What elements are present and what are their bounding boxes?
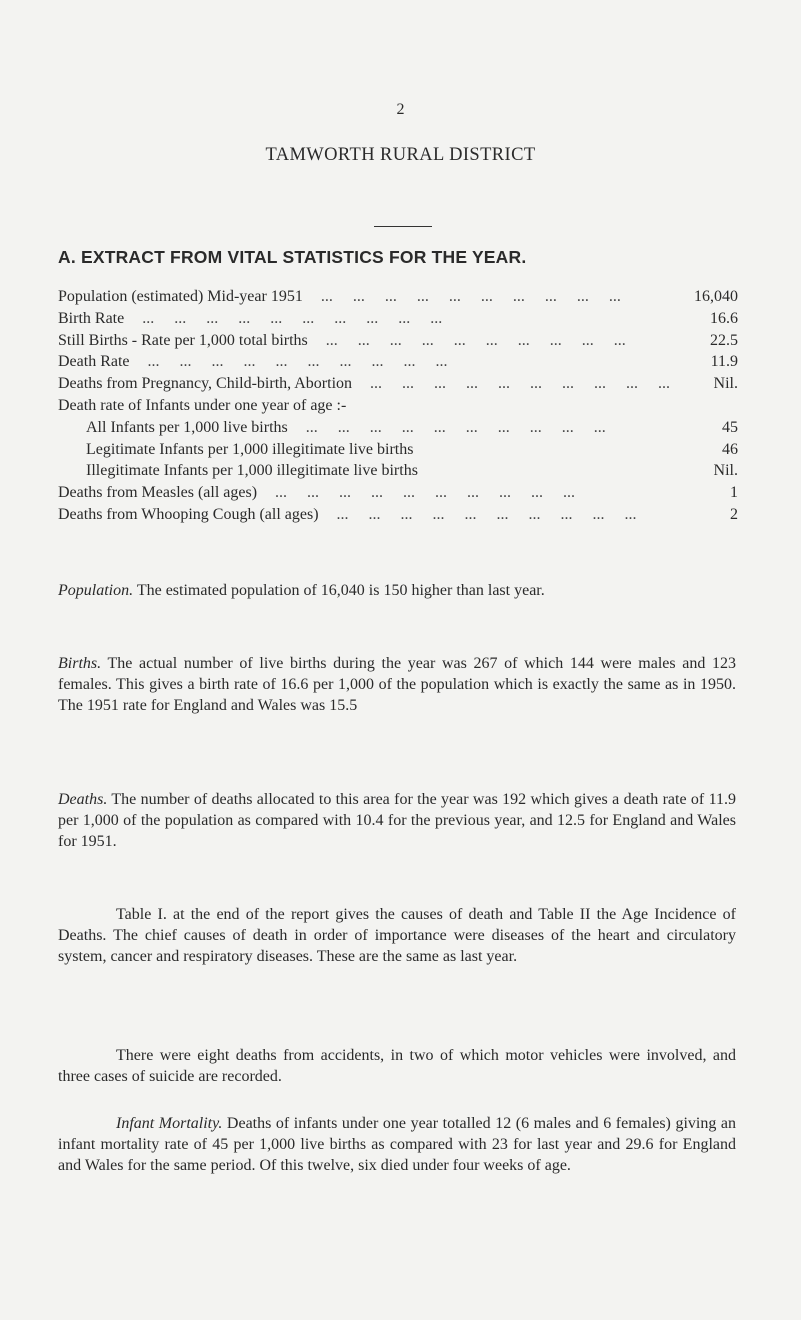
stat-label: Death rate of Infants under one year of age :- <box>58 396 347 414</box>
stat-label: Deaths from Pregnancy, Child-birth, Abortion <box>58 375 353 393</box>
leader-dots: ... ... ... ... ... ... ... ... ... ... <box>138 309 443 327</box>
paragraph-lead: Births. <box>58 655 102 672</box>
stat-row <box>58 308 738 330</box>
stat-label: Deaths from Whooping Cough (all ages) <box>58 505 319 523</box>
stat-value: 22.5 <box>710 331 738 349</box>
section-heading: A. EXTRACT FROM VITAL STATISTICS FOR THE YEAR. <box>58 247 527 267</box>
stat-row <box>58 460 738 482</box>
stat-value: 16.6 <box>710 309 738 327</box>
stat-label: Population (estimated) Mid-year 1951 <box>58 288 303 305</box>
stat-row <box>58 504 738 526</box>
leader-dots: ... ... ... ... ... ... ... ... ... ... <box>271 484 576 502</box>
title-rule <box>374 226 432 227</box>
accidents-paragraph <box>58 1045 736 1087</box>
stat-row <box>58 482 738 504</box>
stat-value: 46 <box>722 440 738 458</box>
stat-row <box>58 439 738 461</box>
leader-dots: ... ... ... ... ... ... ... ... ... ... <box>366 375 671 393</box>
paragraph-text: There were eight deaths from accidents, in two of which motor vehicles were involved, and three cases of suicide are recorded. <box>58 1047 736 1085</box>
paragraph-text: The number of deaths allocated to this area for the year was 192 which gives a death rate of 11.9 per 1,000 of the population as compared with 10.4 for the previous year, and 12.5 for England and Wales for 1951. <box>58 791 736 850</box>
stat-label: Still Births - Rate per 1,000 total births <box>58 331 308 349</box>
page-number: 2 <box>396 101 405 118</box>
leader-dots: ... ... ... ... ... ... ... ... ... ... <box>321 331 626 349</box>
stat-value: Nil. <box>713 462 738 480</box>
stat-label: Birth Rate <box>58 309 125 327</box>
stat-value: 2 <box>730 505 738 523</box>
population-paragraph <box>58 580 736 601</box>
vital-statistics-table <box>58 286 738 526</box>
paragraph-lead: Infant Mortality. <box>116 1115 223 1132</box>
births-paragraph <box>58 653 736 716</box>
leader-dots: ... ... ... ... ... ... ... ... ... ... <box>301 418 606 436</box>
deaths-paragraph <box>58 789 736 852</box>
leader-dots: ... ... ... ... ... ... ... ... ... ... <box>332 505 637 523</box>
stat-label: Legitimate Infants per 1,000 illegitimate live births <box>86 440 414 458</box>
stat-row <box>58 351 738 373</box>
stat-row <box>58 286 738 308</box>
stat-row <box>58 330 738 352</box>
stat-row <box>58 395 738 417</box>
paragraph-text: Table I. at the end of the report gives the causes of death and Table II the Age Incidence of Deaths. The chief causes of death in order of importance were diseases of the heart and circulatory system, cancer and respiratory diseases. These are the same as last year. <box>58 906 736 965</box>
stat-label: Deaths from Measles (all ages) <box>58 484 258 502</box>
paragraph-lead: Deaths. <box>58 791 108 808</box>
paragraph-text: Deaths of infants under one year totalled 12 (6 males and 6 females) giving an infant mortality rate of 45 per 1,000 live births as compared with 23 for last year and 29.6 for England and Wales for the same period. Of this twelve, six died under four weeks of age. <box>58 1115 736 1174</box>
stat-label: Illegitimate Infants per 1,000 illegitimate live births <box>86 462 418 480</box>
stat-label: Death Rate <box>58 353 130 371</box>
paragraph-lead: Population. <box>58 582 134 599</box>
district-title: TAMWORTH RURAL DISTRICT <box>265 145 536 165</box>
leader-dots: ... ... ... ... ... ... ... ... ... ... <box>143 353 448 371</box>
infant-mortality-paragraph <box>58 1113 736 1176</box>
stat-row <box>58 417 738 439</box>
paragraph-text: The actual number of live births during the year was 267 of which 144 were males and 123 females. This gives a birth rate of 16.6 per 1,000 of the population which is exactly the same as in 1950. The 1951 rate for England and Wales was 15.5 <box>58 655 736 714</box>
stat-value <box>678 395 738 417</box>
stat-row <box>58 373 738 395</box>
leader-dots: ... ... ... ... ... ... ... ... ... ... <box>316 288 621 305</box>
paragraph-text: The estimated population of 16,040 is 150 higher than last year. <box>133 582 545 599</box>
stat-value: 16,040 <box>694 288 738 305</box>
stat-value: Nil. <box>713 375 738 393</box>
stat-label: All Infants per 1,000 live births <box>86 418 288 436</box>
stat-value: 11.9 <box>710 353 738 371</box>
stat-value: 1 <box>730 484 738 502</box>
stat-value: 45 <box>722 418 738 436</box>
causes-paragraph <box>58 904 736 967</box>
